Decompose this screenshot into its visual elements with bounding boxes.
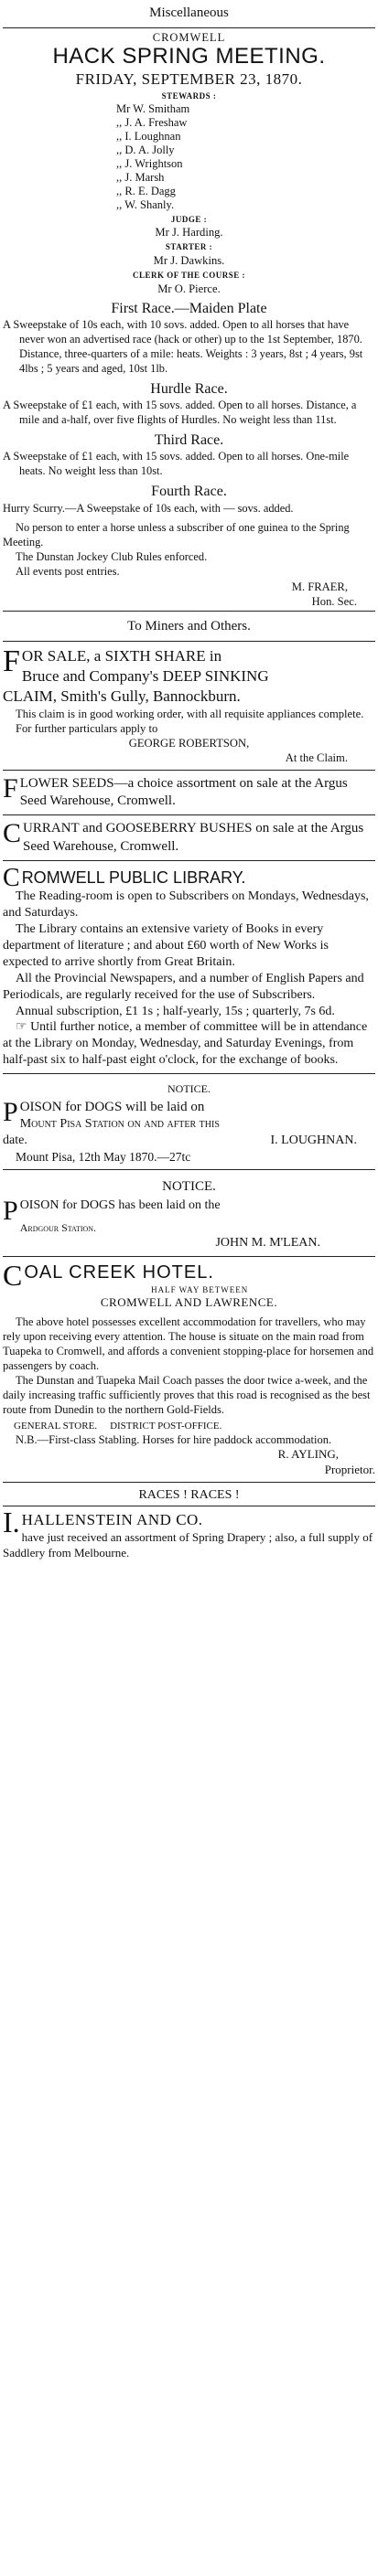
share-claim-location: CLAIM, Smith's Gully, Bannockburn. xyxy=(3,687,241,705)
rules-note: The Dunstan Jockey Club Rules enforced. xyxy=(16,550,208,564)
drop-capital: C xyxy=(3,863,20,892)
steward-item: ,, D. A. Jolly xyxy=(116,143,175,156)
race-4-description: Hurry Scurry.—A Sweepstake of 10s each, with — sovs. added. xyxy=(3,501,294,515)
hallenstein-name: HALLENSTEIN AND CO. xyxy=(21,1511,203,1529)
divider xyxy=(3,1169,375,1170)
divider xyxy=(3,1482,375,1483)
stewards-list xyxy=(3,102,375,212)
poison-notice-line1: OISON for DOGS has been laid on the xyxy=(19,1198,221,1212)
hotel-owner-role: Proprietor. xyxy=(324,1462,375,1476)
race-2-title: Hurdle Race. xyxy=(150,380,228,397)
notice-title: NOTICE. xyxy=(167,1082,211,1096)
race-1-title: First Race.—Maiden Plate xyxy=(111,300,267,316)
entry-note: No person to enter a horse unless a subscriber of one guinea to the Spring Meeting. xyxy=(3,521,350,549)
hallenstein-advert xyxy=(3,1485,375,1563)
secretary-title: Hon. Sec. xyxy=(311,595,357,609)
race-3-description: A Sweepstake of £1 each, with 15 sovs. added. Open to all horses. One-mile heats. No weight less than 10st. xyxy=(3,450,350,478)
library-attendance-text: Until further notice, a member of committee will be in attendance at the Library on Monday, Wednesday, and Saturday Evenings, from half-past six to half-past eight o'clock, for the exchange of books. xyxy=(3,1020,368,1068)
hotel-post-office-label: DISTRICT POST-OFFICE. xyxy=(110,1420,222,1432)
steward-item: ,, J. A. Freshaw xyxy=(116,115,188,129)
hotel-route: CROMWELL AND LAWRENCE. xyxy=(100,1295,278,1310)
divider xyxy=(3,611,375,612)
meeting-date: FRIDAY, SEPTEMBER 23, 1870. xyxy=(75,69,303,88)
hotel-coach: The Dunstan and Tuapeka Mail Coach passes the door twice a-week, and the daily increasing traffic sufficiently proves that this road is recognised as the best route from Dunedin to the northern Gold-Fields. xyxy=(3,1373,371,1416)
steward-item: ,, J. Wrightson xyxy=(116,156,183,170)
poison-notice-name: JOHN M. M'LEAN. xyxy=(215,1236,320,1251)
share-for-sale-advert xyxy=(3,644,375,768)
hotel-description: The above hotel possesses excellent accommodation for travellers, who may rely upon receiving every attention. The house is situate on the main road from Tuapeka to Cromwell, and affords a convenient stopping-place for horsemen and passengers by coach. xyxy=(3,1315,374,1372)
starter-name: Mr J. Dawkins. xyxy=(153,253,225,267)
stewards-label: STEWARDS : xyxy=(161,91,217,101)
race-meeting-advert xyxy=(3,30,375,609)
divider xyxy=(3,1256,375,1257)
divider xyxy=(3,770,375,771)
meeting-title: HACK SPRING MEETING. xyxy=(52,44,326,69)
judge-name: Mr J. Harding. xyxy=(155,226,223,240)
drop-capital: I. xyxy=(3,1506,20,1539)
hotel-services xyxy=(3,1420,375,1432)
flower-seeds-advert xyxy=(3,772,375,813)
drop-capital: F xyxy=(3,644,20,679)
share-apply: For further particulars apply to xyxy=(16,721,158,735)
poison-notice-line2: Mount Pisa Station on and after this xyxy=(19,1116,220,1131)
drop-capital: P xyxy=(3,1195,18,1226)
clerk-name: Mr O. Pierce. xyxy=(157,282,221,295)
divider xyxy=(3,641,375,642)
hotel-advert xyxy=(3,1259,375,1480)
pointing-hand-icon: ☞ xyxy=(16,1020,27,1035)
poison-notice-footer: Mount Pisa, 12th May 1870.—27tc xyxy=(16,1149,191,1164)
share-contact-place: At the Claim. xyxy=(285,750,348,764)
races-heading: RACES ! RACES ! xyxy=(138,1488,240,1503)
library-contents: The Library contains an extensive variety of Books in every department of literature ; and about £60 worth of New Works is expected to arrive shortly from Great Britain. xyxy=(3,922,329,969)
drop-capital: F xyxy=(3,773,18,804)
poison-notice-signature xyxy=(3,1133,375,1149)
poison-notice-line2: Ardgour Station. xyxy=(19,1220,97,1234)
hotel-name: OAL CREEK HOTEL. xyxy=(24,1262,214,1283)
poison-notice-name: I. LOUGHNAN. xyxy=(270,1133,357,1147)
currant-bushes-text: URRANT and GOOSEBERRY BUSHES on sale at the Argus Seed Warehouse, Cromwell. xyxy=(23,821,364,854)
hallenstein-text: have just received an assortment of Spring Drapery ; also, a full supply of Saddlery from Melbourne. xyxy=(3,1529,373,1559)
judge-label: JUDGE : xyxy=(170,214,208,224)
poison-notice-ardgour xyxy=(3,1172,375,1254)
library-title: ROMWELL PUBLIC LIBRARY. xyxy=(21,868,246,887)
library-subscription: Annual subscription, £1 1s ; half-yearly, 15s ; quarterly, 7s 6d. xyxy=(16,1004,335,1018)
flower-seeds-text: LOWER SEEDS—a choice assortment on sale at the Argus Seed Warehouse, Cromwell. xyxy=(19,776,348,809)
race-2-description: A Sweepstake of £1 each, with 15 sovs. added. Open to all horses. Distance, a mile and a-half, over five flights of Hurdles. No weight less than 11st. xyxy=(3,399,357,427)
clerk-label: CLERK OF THE COURSE : xyxy=(132,271,246,281)
share-contact-name: GEORGE ROBERTSON, xyxy=(128,736,250,750)
steward-item: Mr W. Smitham xyxy=(116,101,190,115)
poison-notice-mount-pisa xyxy=(3,1076,375,1167)
library-papers: All the Provincial Newspapers, and a number of English Papers and Periodicals, are regularly received for the use of Subscribers. xyxy=(3,971,364,1002)
race-3-title: Third Race. xyxy=(154,431,224,448)
drop-capital: C xyxy=(3,818,22,849)
library-attendance xyxy=(3,1019,375,1069)
share-company: Bruce and Company's DEEP SINKING xyxy=(21,667,269,686)
post-entries-note: All events post entries. xyxy=(16,565,120,579)
divider xyxy=(3,1073,375,1074)
poison-notice-date-word: date. xyxy=(3,1133,27,1147)
drop-capital: C xyxy=(3,1259,23,1293)
divider xyxy=(3,814,375,815)
race-1-description: A Sweepstake of 10s each, with 10 sovs. added. Open to all horses that have never won an advertised race (hack or other) up to the 1st September, 1870. Distance, three-quarters of a mile: heats. Weights : 3 years, 8st ; 4 years, 9st 4lbs ; 5 years and aged, 10st 1lb. xyxy=(3,318,363,375)
hotel-subtitle: HALF WAY BETWEEN xyxy=(151,1284,249,1294)
hotel-owner-name: R. AYLING, xyxy=(277,1446,339,1461)
share-headline: OR SALE, a SIXTH SHARE in xyxy=(21,647,222,665)
notice-title: NOTICE. xyxy=(162,1178,216,1194)
section-heading-miscellaneous: Miscellaneous xyxy=(149,5,229,20)
divider xyxy=(3,27,375,28)
drop-capital: P xyxy=(3,1096,18,1127)
divider xyxy=(3,860,375,861)
hotel-stabling: N.B.—First-class Stabling. Horses for hire paddock accommodation. xyxy=(16,1432,332,1446)
race-4-title: Fourth Race. xyxy=(151,484,227,500)
share-description: This claim is in good working order, with all requisite appliances complete. xyxy=(16,707,364,720)
steward-item: ,, R. E. Dagg xyxy=(116,184,176,197)
secretary-name: M. FRAER, xyxy=(291,580,348,593)
library-advert xyxy=(3,863,375,1071)
steward-item: ,, W. Shanly. xyxy=(116,197,175,211)
steward-item: ,, J. Marsh xyxy=(116,170,165,184)
starter-label: STARTER : xyxy=(165,242,213,252)
section-heading-miners: To Miners and Others. xyxy=(127,619,251,634)
steward-item: ,, I. Loughnan xyxy=(116,129,181,143)
library-hours: The Reading-room is open to Subscribers on Mondays, Wednesdays, and Saturdays. xyxy=(3,889,369,921)
meeting-location: CROMWELL xyxy=(152,31,226,45)
poison-notice-line1: OISON for DOGS will be laid on xyxy=(19,1099,205,1114)
hotel-store-label: GENERAL STORE. xyxy=(14,1420,98,1432)
currant-bushes-advert xyxy=(3,817,375,857)
